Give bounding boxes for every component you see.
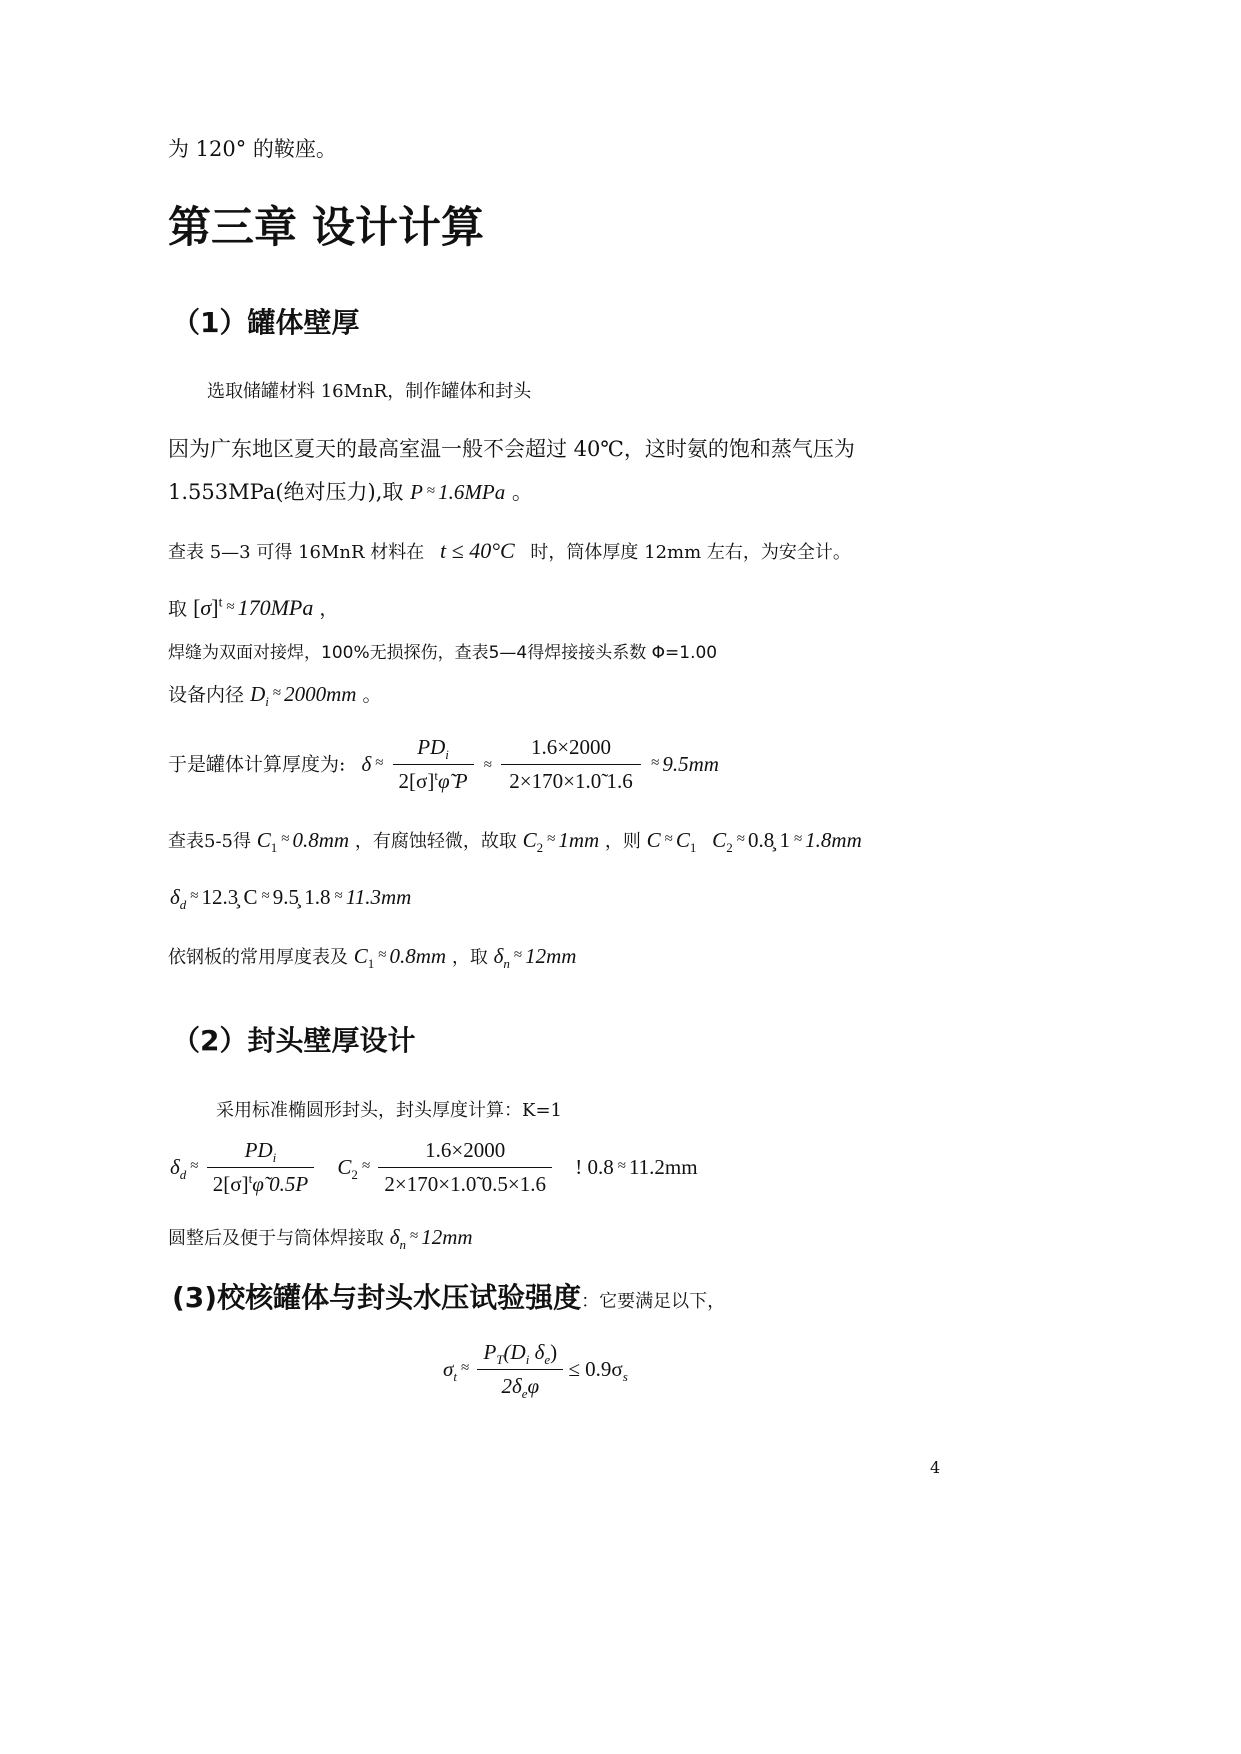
equation-di-value: 2000mm	[284, 682, 357, 706]
material-paragraph: 选取储罐材料 16MnR，制作罐体和封头	[207, 381, 532, 402]
pressure-test-formula	[443, 1340, 628, 1402]
pressure-fraction	[477, 1340, 563, 1402]
pressure-rhs: ≤ $0.9\sigma_s$	[568, 1357, 628, 1385]
chapter-title: 第三章 设计计算	[168, 203, 484, 253]
head-fraction-b-numerator: 1.6×2000	[378, 1138, 552, 1168]
fraction-pd-numerator: $PD_i$	[393, 735, 474, 765]
head-c2: $C_2\approx$	[337, 1155, 370, 1183]
round-paragraph	[168, 1225, 473, 1253]
plate-paragraph	[168, 944, 577, 972]
weld-paragraph: 焊缝为双面对接焊，100%无损探伤，查表5—4得焊接接头系数 Φ=1.00	[168, 643, 718, 663]
corrosion-text-a: 查表5-5得	[168, 831, 251, 852]
sigma-t: $\sigma_t\approx$	[443, 1357, 469, 1385]
table-paragraph	[168, 538, 851, 564]
head-fraction-b-denominator: 2×170×1.0̃ 0.5×1.6	[384, 1172, 546, 1197]
head-result: ! 0.8 ≈ 11.2mm	[575, 1155, 698, 1180]
equation-p-value: 1.6MPa	[438, 480, 506, 504]
section3-heading-tail: ：它要满足以下，	[581, 1291, 726, 1312]
head-fraction-b	[378, 1138, 552, 1197]
page-number: 4	[930, 1458, 941, 1477]
plate-text-a: 依钢板的常用厚度表及	[168, 947, 348, 968]
equation-sigma: $[\sigma]^t \approx 170MPa$	[193, 594, 314, 620]
corrosion-text-b: ，有腐蚀轻微，故取	[354, 831, 517, 852]
diameter-text: 设备内径	[168, 684, 245, 706]
calc-formula	[168, 735, 719, 794]
result-1: ≈ 9.5mm	[651, 752, 719, 777]
corrosion-paragraph	[168, 828, 862, 856]
head-formula	[170, 1138, 698, 1197]
sigma-end: ，	[319, 598, 339, 620]
pressure-fraction-denominator: $2\delta_e\varphi$	[501, 1374, 540, 1402]
calc-label: 于是罐体计算厚度为:	[168, 753, 346, 776]
equation-plate-c1: $C_1\approx 0.8mm$	[353, 944, 447, 972]
fraction-numeric-numerator: 1.6×2000	[501, 735, 641, 765]
head-fraction-a-denominator: $2[\sigma]^t\varphĩ$ 0.5P	[212, 1171, 309, 1197]
round-text: 圆整后及便于与筒体焊接取	[168, 1228, 384, 1249]
sigma-paragraph	[168, 595, 338, 621]
equation-plate-dn: $\delta_n\approx 12mm$	[493, 944, 577, 972]
reason-line-1: 因为广东地区夏天的最高室温一般不会超过 40℃，这时氨的饱和蒸气压为	[168, 437, 855, 461]
temperature-condition: t ≤ 40°C	[440, 538, 515, 563]
plate-text-b: ，取	[451, 947, 488, 968]
fraction-numeric-denominator: 2×170×1.0̃ 1.6	[509, 769, 633, 794]
equation-c1: $C_1\approx 0.8mm$	[256, 828, 350, 856]
table-text-a: 查表 5—3 可得 16MnR 材料在	[168, 542, 425, 563]
fraction-pd-denominator: $2[\sigma]^t\varphĩ$ P	[398, 768, 468, 794]
table-text-b: 时，筒体厚度 12mm 左右，为安全计。	[530, 542, 851, 563]
equation-sigma-value: 170MPa	[237, 595, 314, 620]
reason-line-2	[168, 480, 533, 505]
reason-line-2-text: 1.553MPa(绝对压力),取	[168, 480, 404, 504]
head-fraction-a	[207, 1138, 314, 1197]
intro-line: 为 120° 的鞍座。	[168, 137, 337, 161]
section1-heading: （1）罐体壁厚	[172, 306, 360, 339]
head-fraction-a-numerator: $PD_i$	[207, 1138, 314, 1168]
fraction-numeric	[501, 735, 641, 794]
diameter-paragraph	[168, 682, 382, 710]
corrosion-text-c: ，则	[604, 831, 641, 852]
diameter-end: 。	[362, 684, 382, 706]
equation-c2: $C_2\approx 1mm$	[522, 828, 600, 856]
delta-symbol: δ ≈	[361, 752, 383, 777]
head-paragraph: 采用标准椭圆形封头，封头厚度计算：K=1	[216, 1100, 562, 1121]
equation-di: $D_i\approx 2000mm$	[250, 682, 357, 710]
equation-c-total: $C \approx C_1$ $C_2\approx$ 0.8̧ 1 ≈ 1.8mm	[646, 828, 862, 856]
equation-delta-d: $\delta_d\approx$ 12.3̧ C ≈ 9.5̧ 1.8 ≈ 11.3mm	[170, 885, 412, 913]
pressure-fraction-numerator: $P_T(D_i$ $\delta_e$)	[477, 1340, 563, 1370]
reason-line-2-end: 。	[511, 480, 533, 504]
section2-heading: （2）封头壁厚设计	[172, 1024, 416, 1057]
head-delta: $\delta_d\approx$	[170, 1155, 198, 1183]
sigma-text: 取	[168, 598, 188, 620]
section3-heading-line	[172, 1281, 725, 1315]
equation-round: $\delta_n\approx 12mm$	[389, 1225, 473, 1253]
approx-1: ≈	[483, 756, 491, 773]
equation-p: P ≈ 1.6MPa	[410, 480, 506, 504]
fraction-pd	[393, 735, 474, 794]
section3-heading: (3)校核罐体与封头水压试验强度	[172, 1281, 582, 1314]
